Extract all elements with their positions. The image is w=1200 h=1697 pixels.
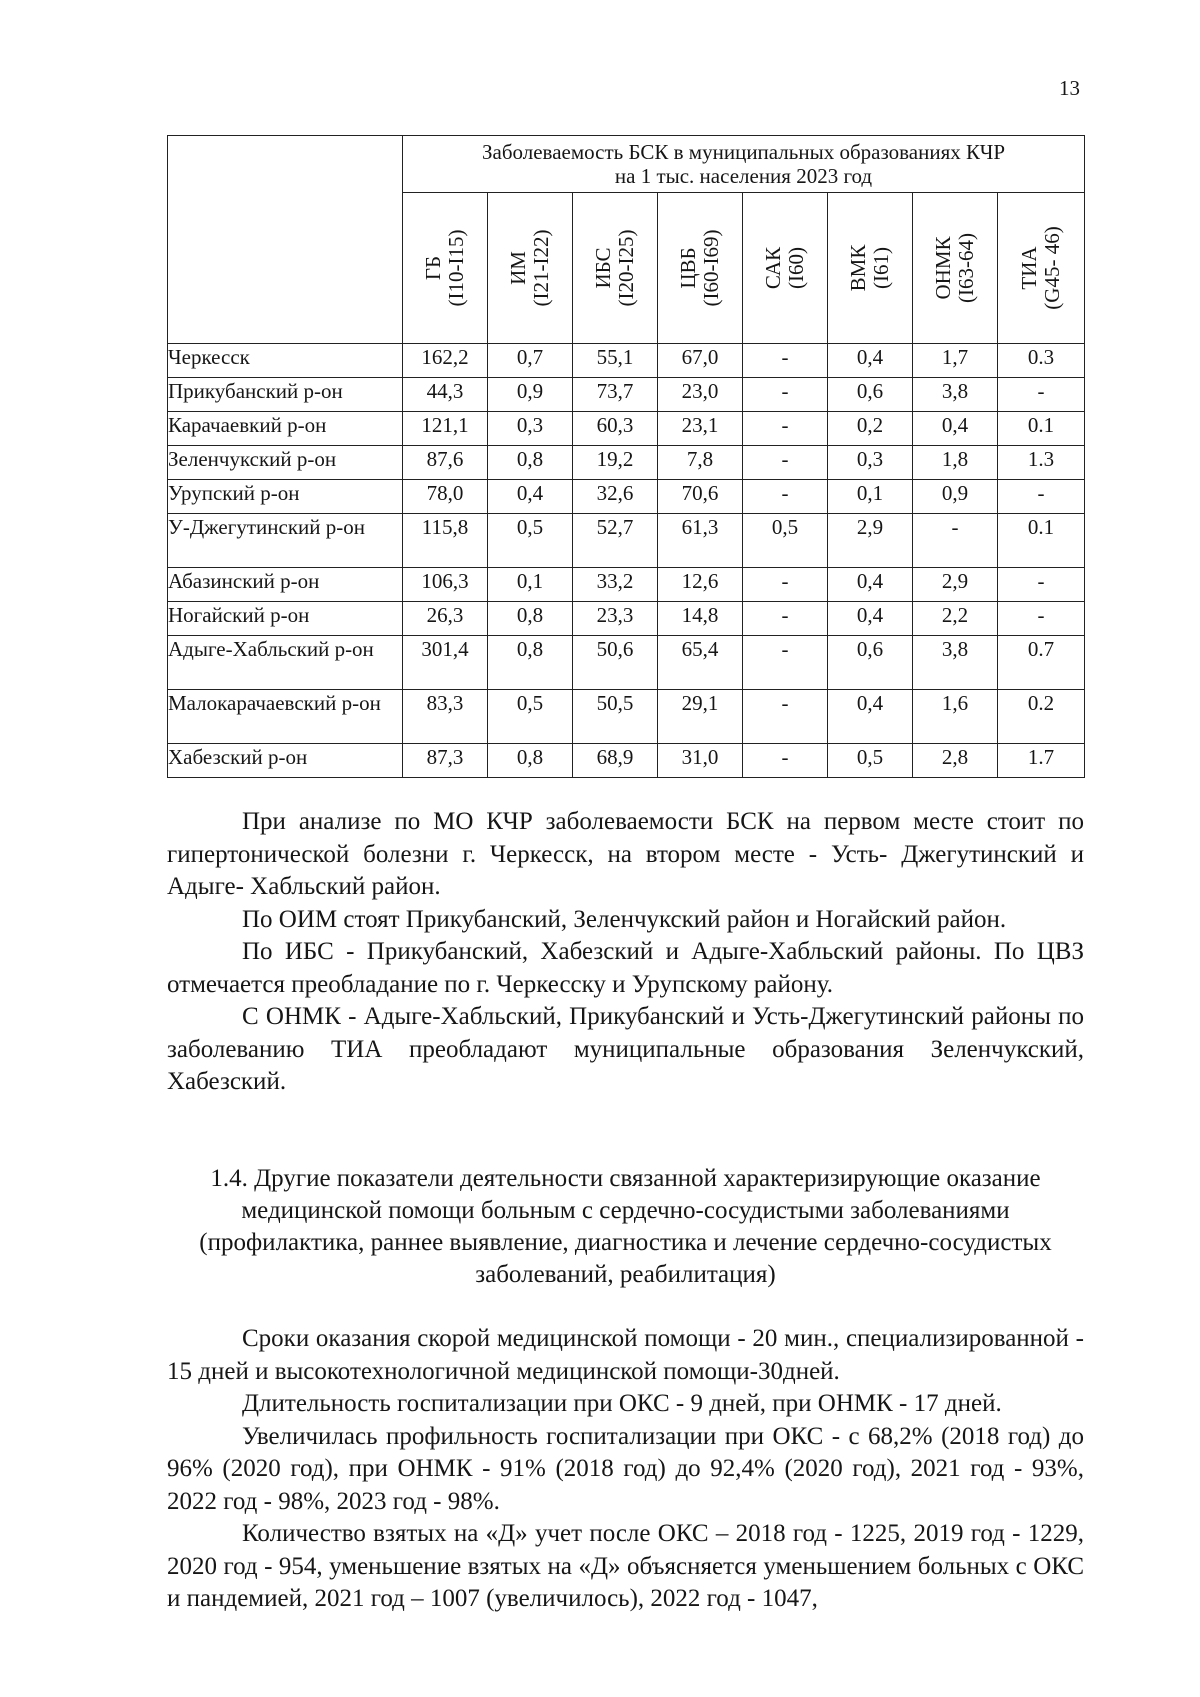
- table-cell: -: [743, 636, 828, 690]
- table-cell: 0,4: [828, 568, 913, 602]
- table-cell: 78,0: [403, 480, 488, 514]
- table-cell: 0,4: [828, 690, 913, 744]
- column-header-name: ИМ: [506, 251, 530, 285]
- column-header-name: ОНМК: [931, 236, 955, 300]
- table-cell: -: [743, 690, 828, 744]
- table-cell: -: [998, 602, 1085, 636]
- column-header-name: ЦВБ: [676, 247, 700, 289]
- table-cell: 3,8: [913, 378, 998, 412]
- row-name: Абазинский р-он: [168, 568, 403, 602]
- table-cell: 0,9: [488, 378, 573, 412]
- table-cell: 61,3: [658, 514, 743, 568]
- table-cell: 65,4: [658, 636, 743, 690]
- table-cell: 26,3: [403, 602, 488, 636]
- table-cell: 2,9: [913, 568, 998, 602]
- column-header-name: ИБС: [591, 247, 615, 289]
- column-header-name: ВМК: [846, 244, 870, 292]
- table-corner-cell: [168, 136, 403, 344]
- row-name: Хабезский р-он: [168, 744, 403, 778]
- morbidity-table: [167, 135, 1085, 778]
- analysis-paragraph-2: По ОИМ стоят Прикубанский, Зеленчукский район и Ногайский район.: [242, 905, 1007, 933]
- table-caption-line1: Заболеваемость БСК в муниципальных образованиях КЧР: [482, 140, 1006, 164]
- column-header-code: (I60-I69): [699, 229, 723, 307]
- column-header: [573, 193, 658, 344]
- column-header-code: (I61): [869, 247, 893, 289]
- table-cell: 0,3: [488, 412, 573, 446]
- table-cell: -: [743, 744, 828, 778]
- table-cell: 33,2: [573, 568, 658, 602]
- table-cell: 7,8: [658, 446, 743, 480]
- table-cell: -: [743, 480, 828, 514]
- table-row: [168, 446, 1085, 480]
- table-cell: 0,1: [828, 480, 913, 514]
- table-cell: 0,7: [488, 344, 573, 378]
- table-cell: 0,4: [828, 344, 913, 378]
- table-cell: 50,5: [573, 690, 658, 744]
- table-cell: 0,5: [828, 744, 913, 778]
- analysis-text: [167, 806, 1084, 1099]
- table-cell: 2,9: [828, 514, 913, 568]
- table-cell: -: [743, 378, 828, 412]
- analysis-paragraph-1: При анализе по МО КЧР заболеваемости БСК на первом месте стоит по гипертонической болезни г. Черкесск, на втором месте - Усть- Джегутинский и Адыге- Хабльский район.: [167, 808, 1084, 900]
- table-cell: 68,9: [573, 744, 658, 778]
- table-cell: 0,3: [828, 446, 913, 480]
- table-row: [168, 690, 1085, 744]
- table-cell: 0,8: [488, 602, 573, 636]
- table-cell: 0.3: [998, 344, 1085, 378]
- row-name: У-Джегутинский р-он: [168, 514, 403, 568]
- table-cell: 0,1: [488, 568, 573, 602]
- table-cell: 0,6: [828, 636, 913, 690]
- table-cell: 70,6: [658, 480, 743, 514]
- table-cell: -: [998, 378, 1085, 412]
- table-cell: 1.7: [998, 744, 1085, 778]
- table-row: [168, 480, 1085, 514]
- row-name: Урупский р-он: [168, 480, 403, 514]
- table-cell: 52,7: [573, 514, 658, 568]
- table-cell: -: [998, 568, 1085, 602]
- row-name: Черкесск: [168, 344, 403, 378]
- column-header-name: ТИА: [1017, 246, 1042, 290]
- table-cell: -: [913, 514, 998, 568]
- table-cell: 73,7: [573, 378, 658, 412]
- section-heading: 1.4. Другие показатели деятельности связанной характеризирующие оказание медицинской помощи больным с сердечно-сосудистыми заболеваниями (профилактика, раннее выявление, диагностика и лечение сердечно-сосудистых заболеваний, реабилитация): [199, 1165, 1052, 1288]
- table-cell: 55,1: [573, 344, 658, 378]
- table-cell: 67,0: [658, 344, 743, 378]
- table-row: [168, 344, 1085, 378]
- column-header: [998, 193, 1085, 344]
- table-cell: 0,4: [488, 480, 573, 514]
- column-header: [658, 193, 743, 344]
- table-cell: 0,2: [828, 412, 913, 446]
- table-cell: 0,5: [488, 690, 573, 744]
- body-paragraph-1: Сроки оказания скорой медицинской помощи - 20 мин., специализированной - 15 дней и высокотехнологичной медицинской помощи-30дней.: [167, 1325, 1084, 1385]
- body-paragraph-4: Количество взятых на «Д» учет после ОКС – 2018 год - 1225, 2019 год - 1229, 2020 год - 954, уменьшение взятых на «Д» объясняется уменьшением больных с ОКС и пандемией, 2021 год – 1007 (увеличилось), 2022 год - 1047,: [167, 1520, 1084, 1612]
- table-row: [168, 636, 1085, 690]
- table-cell: 12,6: [658, 568, 743, 602]
- table-cell: -: [743, 412, 828, 446]
- row-name: Карачаевкий р-он: [168, 412, 403, 446]
- table-cell: 0.2: [998, 690, 1085, 744]
- table-cell: 19,2: [573, 446, 658, 480]
- row-name: Малокарачаевский р-он: [168, 690, 403, 744]
- row-name: Прикубанский р-он: [168, 378, 403, 412]
- table-cell: 301,4: [403, 636, 488, 690]
- table-cell: 0,8: [488, 744, 573, 778]
- table-row: [168, 378, 1085, 412]
- table-cell: 83,3: [403, 690, 488, 744]
- table-cell: 1,8: [913, 446, 998, 480]
- table-cell: 23,0: [658, 378, 743, 412]
- table-cell: -: [998, 480, 1085, 514]
- table-cell: 0.1: [998, 514, 1085, 568]
- column-header: [403, 193, 488, 344]
- analysis-paragraph-3: По ИБС - Прикубанский, Хабезский и Адыге-Хабльский районы. По ЦВЗ отмечается преобладание по г. Черкесску и Урупскому району.: [167, 938, 1084, 998]
- table-cell: 87,6: [403, 446, 488, 480]
- table-caption: [403, 136, 1085, 193]
- table-cell: -: [743, 446, 828, 480]
- table-cell: 50,6: [573, 636, 658, 690]
- table-cell: 2,8: [913, 744, 998, 778]
- table-cell: 115,8: [403, 514, 488, 568]
- table-cell: 60,3: [573, 412, 658, 446]
- column-header-code: (G45- 46): [1040, 226, 1065, 310]
- page-number: 13: [1059, 76, 1080, 100]
- column-header-name: ГБ: [421, 255, 445, 281]
- table-cell: 1,6: [913, 690, 998, 744]
- table-cell: -: [743, 344, 828, 378]
- table-row: [168, 568, 1085, 602]
- table-cell: 23,1: [658, 412, 743, 446]
- table-cell: 3,8: [913, 636, 998, 690]
- column-header: [488, 193, 573, 344]
- table-cell: 1.3: [998, 446, 1085, 480]
- table-cell: 162,2: [403, 344, 488, 378]
- table-cell: 87,3: [403, 744, 488, 778]
- body-paragraph-3: Увеличилась профильность госпитализации при ОКС - с 68,2% (2018 год) до 96% (2020 год), при ОНМК - 91% (2018 год) до 92,4% (2020 год), 2021 год - 93%, 2022 год - 98%, 2023 год - 98%.: [167, 1422, 1084, 1515]
- column-header-code: (I63-64): [954, 233, 978, 303]
- table-cell: 121,1: [403, 412, 488, 446]
- table-cell: 0.7: [998, 636, 1085, 690]
- row-name: Адыге-Хабльский р-он: [168, 636, 403, 690]
- table-cell: 0,6: [828, 378, 913, 412]
- table-cell: -: [743, 602, 828, 636]
- body-text: [167, 1323, 1084, 1616]
- table-cell: 14,8: [658, 602, 743, 636]
- column-header-code: (I20-I25): [614, 229, 638, 307]
- row-name: Зеленчукский р-он: [168, 446, 403, 480]
- table-cell: 0,8: [488, 446, 573, 480]
- table-cell: 32,6: [573, 480, 658, 514]
- table-cell: 2,2: [913, 602, 998, 636]
- table-row: [168, 602, 1085, 636]
- table-cell: 31,0: [658, 744, 743, 778]
- table-row: [168, 412, 1085, 446]
- body-paragraph-2: Длительность госпитализации при ОКС - 9 дней, при ОНМК - 17 дней.: [242, 1390, 1002, 1417]
- table-cell: 29,1: [658, 690, 743, 744]
- column-header-code: (I60): [784, 247, 808, 289]
- column-header: [828, 193, 913, 344]
- analysis-paragraph-4: С ОНМК - Адыге-Хабльский, Прикубанский и Усть-Джегутинский районы по заболеванию ТИА преобладают муниципальные образования Зеленчукский, Хабезский.: [167, 1003, 1084, 1095]
- table-cell: 0,5: [488, 514, 573, 568]
- row-name: Ногайский р-он: [168, 602, 403, 636]
- column-header-code: (I21-I22): [529, 229, 553, 307]
- table-cell: 44,3: [403, 378, 488, 412]
- table-caption-line2: на 1 тыс. населения 2023 год: [614, 164, 873, 188]
- table-cell: 0.1: [998, 412, 1085, 446]
- table-row: [168, 514, 1085, 568]
- column-header: [743, 193, 828, 344]
- table-cell: 106,3: [403, 568, 488, 602]
- table-row: [168, 744, 1085, 778]
- column-header-name: САК: [761, 246, 785, 290]
- column-header-code: (I10-I15): [444, 229, 468, 307]
- table-cell: 23,3: [573, 602, 658, 636]
- table-cell: 0,5: [743, 514, 828, 568]
- table-cell: 1,7: [913, 344, 998, 378]
- table-cell: 0,9: [913, 480, 998, 514]
- column-header: [913, 193, 998, 344]
- table-cell: 0,8: [488, 636, 573, 690]
- table-cell: 0,4: [913, 412, 998, 446]
- table-cell: 0,4: [828, 602, 913, 636]
- table-cell: -: [743, 568, 828, 602]
